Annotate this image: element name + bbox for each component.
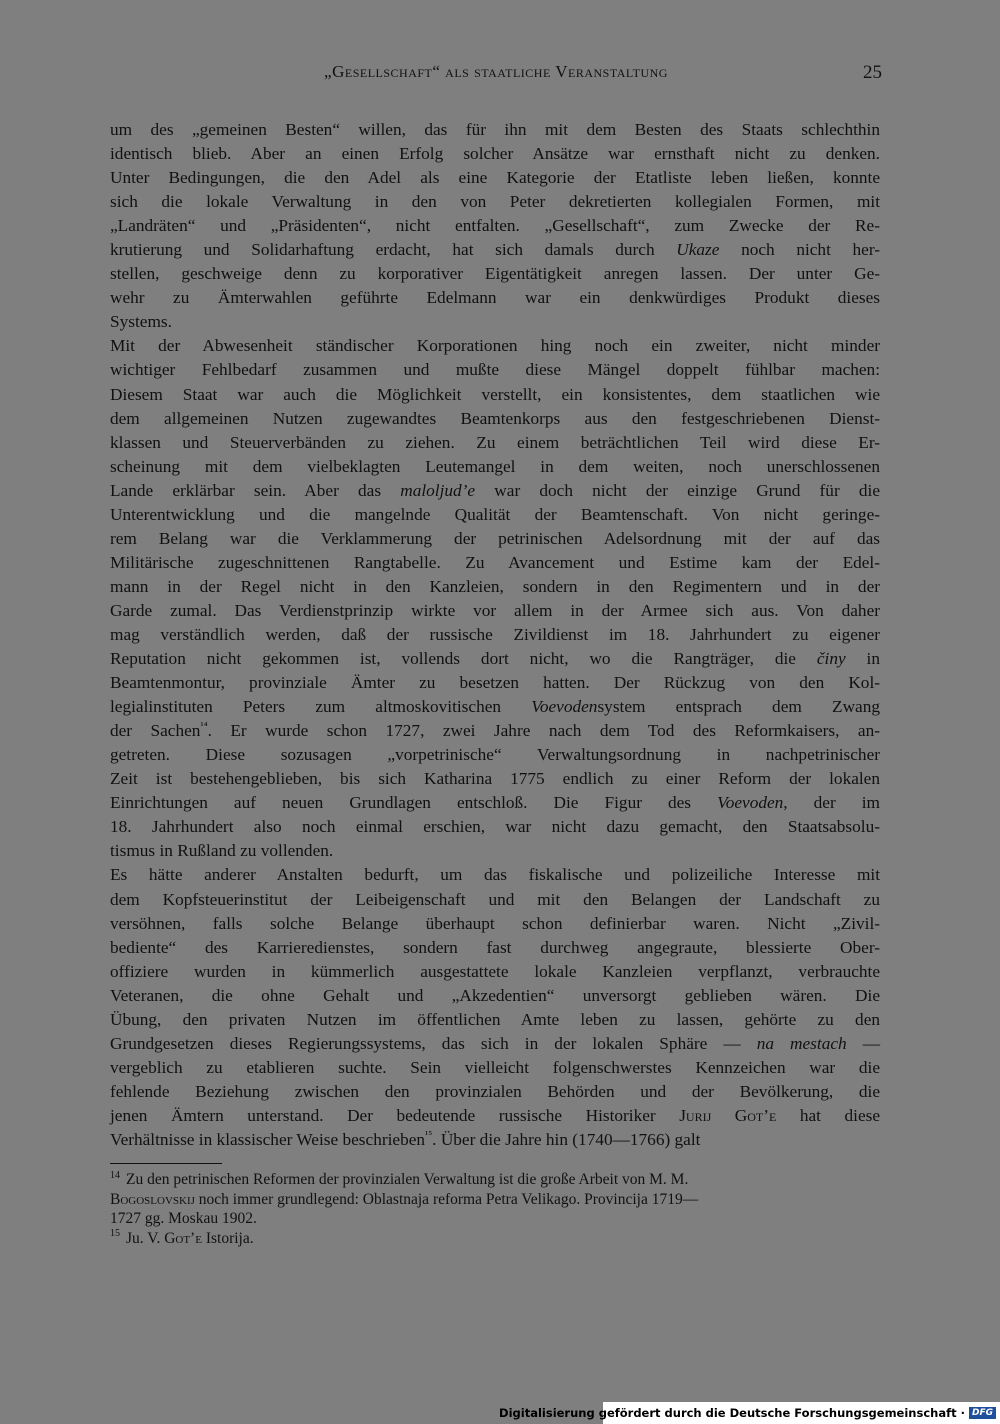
text-run: Übung, den privaten Nutzen im öffentlichen Amte leben zu lassen, gehörte zu den: [110, 1009, 880, 1029]
paragraph: [110, 863, 880, 1152]
text-run: fehlende Beziehung zwischen den provinzialen Behörden und der Bevölkerung, die: [110, 1081, 880, 1101]
text-line: [110, 815, 880, 839]
text-line: [110, 839, 880, 863]
text-run: Lande erklärbar sein. Aber das: [110, 480, 401, 500]
text-run: in: [845, 649, 880, 669]
footnote-text: 1727 gg. Moskau 1902.: [110, 1210, 257, 1227]
text-run: Systems.: [110, 312, 172, 332]
text-run: Beamtenmontur, provinziale Ämter zu besetzen hatten. Der Rückzug von den Kol-: [110, 673, 880, 693]
text-line: [110, 1104, 880, 1128]
text-run: um des „gemeinen Besten“ willen, das für ihn mit dem Besten des Staats schlechthin: [110, 120, 880, 139]
text-line: [110, 936, 880, 960]
dfg-logo: DFG: [969, 1407, 996, 1419]
text-run: jenen Ämtern unterstand. Der bedeutende russische Historiker: [110, 1105, 680, 1125]
footnote-text: Bogoslovskij noch immer grundlegend: Oblastnaja reforma Petra Velikago. Provincija 1719—: [110, 1190, 699, 1208]
text-run: Verhältnisse in klassischer Weise beschrieben: [110, 1129, 426, 1149]
text-line: [110, 334, 880, 358]
text-line: [110, 791, 880, 815]
text-line: [110, 888, 880, 912]
text-run: rem Belang war die Verklammerung der petrinischen Adelsordnung mit der auf das: [110, 528, 880, 548]
footnote-text: Ju. V. Got’e Istorija.: [126, 1229, 254, 1247]
page-number: 25: [863, 62, 882, 83]
text-run: Reputation nicht gekommen ist, vollends dort nicht, wo die Rangträger, die: [110, 649, 817, 669]
text-run: stellen, geschweige denn zu korporativer Eigentätigkeit anregen lassen. Der unter Ge-: [110, 264, 880, 284]
italic-term: Ukaze: [676, 240, 720, 260]
text-run: Grundgesetzen dieses Regierungssystems, das sich in der lokalen Sphäre —: [110, 1033, 757, 1053]
text-run: hat diese: [776, 1105, 881, 1125]
text-run: dem Kopfsteuerinstitut der Leibeigenschaft und mit den Belangen der Landschaft zu: [110, 889, 880, 909]
footnote-number: 14: [110, 1169, 120, 1181]
text-line: [110, 262, 880, 286]
text-line: [110, 743, 880, 767]
italic-term: maloljud’e: [400, 480, 476, 500]
footnote-reference: ¹⁴: [200, 720, 208, 733]
footnote-text: Zu den petrinischen Reformen der provinzialen Verwaltung ist die große Arbeit von M. M.: [126, 1171, 689, 1188]
text-run: identisch blieb. Aber an einen Erfolg solcher Ansätze war ernsthaft nicht zu denken.: [110, 144, 880, 164]
text-run: war doch nicht der einzige Grund für die: [475, 480, 880, 500]
text-line: [110, 286, 880, 310]
text-run: getreten. Diese sozusagen „vorpetrinische“ Verwaltungsordnung in nachpetrinischer: [110, 745, 880, 765]
text-run: der Sachen: [110, 721, 201, 741]
text-line: [110, 503, 880, 527]
footnote-number: 15: [110, 1228, 120, 1240]
text-line: [110, 214, 880, 238]
text-line: [110, 479, 880, 503]
text-run: legialinstituten Peters zum altmoskovitischen: [110, 697, 532, 717]
text-run: noch nicht her-: [719, 240, 880, 260]
text-run: . Über die Jahre hin (1740—1766) galt: [432, 1129, 701, 1149]
text-run: wichtiger Fehlbedarf zusammen und mußte diese Mängel doppelt fühlbar machen:: [110, 360, 880, 380]
text-line: [110, 984, 880, 1008]
footnote-line: [110, 1209, 880, 1229]
body-text: [110, 118, 880, 1152]
text-run: scheinung mit dem vielbeklagten Leutemangel in dem weiten, noch unerschlossenen: [110, 456, 880, 476]
text-run: krutierung und Solidarhaftung erdacht, hat sich damals durch: [110, 240, 677, 260]
text-run: klassen und Steuerverbänden zu ziehen. Zu einem beträchtlichen Teil wird diese Er-: [110, 432, 880, 452]
text-line: [110, 863, 880, 887]
footnote-rule: [110, 1163, 222, 1164]
text-run: dem allgemeinen Nutzen zugewandtes Beamtenkorps aus den festgeschriebenen Dienst-: [110, 408, 880, 428]
text-line: [110, 166, 880, 190]
text-run: Militärische zugeschnittenen Rangtabelle. Zu Avancement und Estime kam der Edel-: [110, 552, 880, 572]
footnote: [110, 1229, 880, 1249]
text-line: [110, 431, 880, 455]
paragraph: [110, 118, 880, 334]
text-run: bediente“ des Karrieredienstes, sondern fast durchweg angegraute, blessierte Ober-: [110, 937, 880, 957]
text-line: [110, 142, 880, 166]
text-line: [110, 960, 880, 984]
text-line: [110, 671, 880, 695]
italic-term: činy: [816, 649, 846, 669]
text-line: [110, 118, 880, 142]
text-line: [110, 238, 880, 262]
text-line: [110, 551, 880, 575]
text-run: . Er wurde schon 1727, zwei Jahre nach dem Tod des Reformkaisers, an-: [207, 721, 880, 741]
footnote-line: [110, 1190, 880, 1210]
footnote-line: [110, 1229, 880, 1249]
text-run: —: [846, 1033, 880, 1053]
text-run: tismus in Rußland zu vollenden.: [110, 841, 334, 861]
text-run: Unter Bedingungen, die den Adel als eine Kategorie der Etatliste leben ließen, konnte: [110, 168, 880, 188]
text-run: Es hätte anderer Anstalten bedurft, um das fiskalische und polizeiliche Interesse mit: [110, 865, 880, 885]
text-run: Mit der Abwesenheit ständischer Korporationen hing noch ein zweiter, nicht minder: [110, 336, 880, 356]
text-line: [110, 310, 880, 334]
text-line: [110, 647, 880, 671]
text-run: sich die lokale Verwaltung in den von Peter dekretierten kollegialen Formen, mit: [110, 192, 880, 212]
text-run: 18. Jahrhundert also noch einmal erschien, war nicht dazu gemacht, den Staatsabsolu-: [110, 817, 880, 837]
text-run: Garde zumal. Das Verdienstprinzip wirkte vor allem in der Armee sich aus. Von daher: [110, 600, 880, 620]
text-line: [110, 1008, 880, 1032]
text-line: [110, 695, 880, 719]
text-run: mag verständlich werden, daß der russische Zivildienst im 18. Jahrhundert zu eigener: [110, 624, 880, 644]
text-run: Zeit ist bestehengeblieben, bis sich Katharina 1775 endlich zu einer Reform der lokalen: [110, 769, 880, 789]
running-head: [110, 62, 882, 88]
footnotes: [110, 1170, 880, 1248]
text-line: [110, 575, 880, 599]
text-line: [110, 912, 880, 936]
text-run: Diesem Staat war auch die Möglichkeit verstellt, ein konsistentes, dem staatlichen wie: [110, 384, 880, 404]
digitization-footer: [499, 1402, 1000, 1424]
footnote: [110, 1170, 880, 1229]
italic-term: na mestach: [756, 1033, 847, 1053]
paragraph: [110, 334, 880, 863]
text-line: [110, 455, 880, 479]
text-run: „Landräten“ und „Präsidenten“, nicht entfalten. „Gesellschaft“, zum Zwecke der Re-: [110, 216, 880, 236]
text-line: [110, 719, 880, 743]
text-run: Veteranen, die ohne Gehalt und „Akzedentien“ unversorgt geblieben wären. Die: [110, 985, 880, 1005]
text-run: versöhnen, falls solche Belange überhaupt schon definierbar waren. Nicht „Zivil-: [110, 913, 880, 933]
text-line: [110, 1128, 880, 1152]
text-run: , der im: [783, 793, 880, 813]
text-line: [110, 767, 880, 791]
text-line: [110, 1080, 880, 1104]
text-line: [110, 383, 880, 407]
footnote-line: [110, 1170, 880, 1190]
text-run: Unterentwicklung und die mangelnde Qualität der Beamtenschaft. Von nicht geringe-: [110, 504, 880, 524]
text-run: offiziere wurden in kümmerlich ausgestattete lokale Kanzleien verpflanzt, verbrauchte: [110, 961, 880, 981]
italic-term: Voevoden: [717, 793, 784, 813]
text-line: [110, 190, 880, 214]
text-run: vergeblich zu etablieren suchte. Sein vielleicht folgenschwerstes Kennzeichen war die: [110, 1057, 880, 1077]
text-line: [110, 1032, 880, 1056]
text-line: [110, 623, 880, 647]
running-title: „Gesellschaft“ als staatliche Veranstaltung: [324, 62, 668, 81]
text-run: mann in der Regel nicht in den Kanzleien, sondern in den Regimentern und in der: [110, 576, 880, 596]
text-line: [110, 407, 880, 431]
text-line: [110, 599, 880, 623]
text-run: wehr zu Ämterwahlen geführte Edelmann war ein denkwürdiges Produkt dieses: [110, 288, 880, 308]
author-name: Jurij Got’e: [679, 1105, 777, 1125]
text-run: system entsprach dem Zwang: [597, 697, 880, 717]
text-line: [110, 1056, 880, 1080]
italic-term: Voevoden: [531, 697, 598, 717]
text-run: Einrichtungen auf neuen Grundlagen entschloß. Die Figur des: [110, 793, 718, 813]
footnote-reference: ¹⁵: [425, 1129, 433, 1142]
text-line: [110, 527, 880, 551]
footer-text: Digitalisierung gefördert durch die Deutsche Forschungsgemeinschaft ·: [499, 1406, 965, 1420]
text-line: [110, 358, 880, 382]
